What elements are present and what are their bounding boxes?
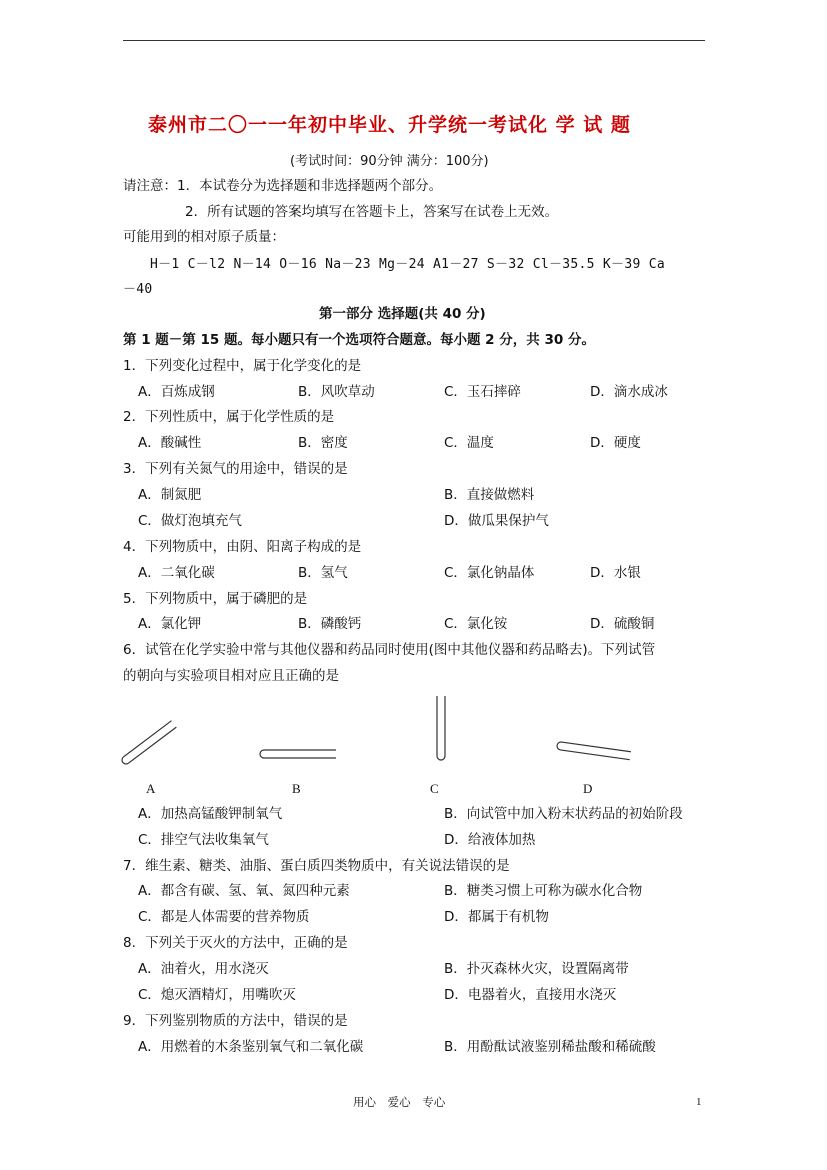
test-tube-a-figure	[120, 718, 180, 766]
option-d: D．滴水成冰	[590, 384, 668, 400]
figure-label-a: A	[146, 781, 156, 796]
atomic-mass-title: 可能用到的相对原子质量：	[123, 229, 285, 245]
option-c: C．玉石摔碎	[444, 384, 521, 400]
option-c: C．氯化铵	[444, 616, 508, 632]
option-c: C．排空气法收集氧气	[138, 832, 269, 848]
question-stem: 1．下列变化过程中，属于化学变化的是	[123, 358, 362, 374]
option-a: A．氯化钾	[138, 616, 202, 632]
header-rule	[123, 40, 705, 41]
figure-label-d: D	[583, 781, 593, 796]
option-b: B．用酚酞试液鉴别稀盐酸和稀硫酸	[444, 1039, 656, 1055]
atomic-mass-values-cont: －40	[123, 282, 153, 297]
option-c: C．温度	[444, 435, 494, 451]
option-c: C．都是人体需要的营养物质	[138, 909, 310, 925]
option-d: D．都属于有机物	[444, 909, 549, 925]
option-d: D．电器着火，直接用水浇灭	[444, 987, 617, 1003]
figure-label-c: C	[430, 781, 439, 796]
note-line-1: 请注意：1．本试卷分为选择题和非选择题两个部分。	[123, 178, 443, 194]
test-tube-c-figure	[432, 692, 452, 764]
question-stem: 4．下列物质中，由阴、阳离子构成的是	[123, 539, 362, 555]
option-a: A．油着火，用水浇灭	[138, 961, 269, 977]
option-a: A．二氧化碳	[138, 565, 215, 581]
question-stem: 7．维生素、糖类、油脂、蛋白质四类物质中，有关说法错误的是	[123, 858, 510, 874]
option-a: A．酸碱性	[138, 435, 202, 451]
option-a: A．百炼成钢	[138, 384, 215, 400]
section-instruction: 第 1 题－第 15 题。每小题只有一个选项符合题意。每小题 2 分，共 30 分。	[123, 332, 595, 348]
option-c: C．氯化钠晶体	[444, 565, 535, 581]
test-tube-d-figure	[556, 738, 636, 766]
option-a: A．制氮肥	[138, 487, 202, 503]
question-stem: 6．试管在化学实验中常与其他仪器和药品同时使用(图中其他仪器和药品略去)。下列试管	[123, 642, 656, 658]
option-d: D．给液体加热	[444, 832, 536, 848]
option-b: B．风吹草动	[298, 384, 375, 400]
page-footer: 用心 爱心 专心	[353, 1095, 446, 1109]
page-number: 1	[696, 1096, 702, 1108]
option-b: B．磷酸钙	[298, 616, 362, 632]
test-tube-b-figure	[260, 746, 340, 764]
option-d: D．做瓜果保护气	[444, 513, 549, 529]
figure-label-b: B	[292, 781, 301, 796]
option-a: A．加热高锰酸钾制氧气	[138, 806, 283, 822]
section-title: 第一部分 选择题(共 40 分)	[319, 306, 486, 322]
exam-subtitle: (考试时间：90分钟 满分：100分)	[290, 154, 489, 169]
question-stem: 9．下列鉴别物质的方法中，错误的是	[123, 1013, 348, 1029]
option-a: A．都含有碳、氢、氧、氮四种元素	[138, 883, 350, 899]
atomic-mass-values: H－1 C－l2 N－14 O－16 Na－23 Mg－24 A1－27 S－32 Cl－35.5 K－39 Ca	[150, 257, 665, 272]
option-d: D．硫酸铜	[590, 616, 655, 632]
option-a: A．用燃着的木条鉴别氧气和二氧化碳	[138, 1039, 364, 1055]
note-line-2: 2．所有试题的答案均填写在答题卡上，答案写在试卷上无效。	[185, 204, 559, 220]
option-c: C．做灯泡填充气	[138, 513, 242, 529]
question-stem: 3．下列有关氮气的用途中，错误的是	[123, 461, 348, 477]
question-stem: 5．下列物质中，属于磷肥的是	[123, 591, 308, 607]
option-b: B．向试管中加入粉末状药品的初始阶段	[444, 806, 683, 822]
question-stem: 8．下列关于灭火的方法中，正确的是	[123, 935, 348, 951]
exam-title: 泰州市二〇一一年初中毕业、升学统一考试化 学 试 题	[148, 114, 631, 136]
option-b: B．扑灭森林火灾，设置隔离带	[444, 961, 629, 977]
option-d: D．水银	[590, 565, 641, 581]
option-b: B．氢气	[298, 565, 348, 581]
option-b: B．糖类习惯上可称为碳水化合物	[444, 883, 643, 899]
option-d: D．硬度	[590, 435, 641, 451]
option-b: B．直接做燃料	[444, 487, 535, 503]
option-b: B．密度	[298, 435, 348, 451]
option-c: C．熄灭酒精灯，用嘴吹灭	[138, 987, 296, 1003]
question-stem: 2．下列性质中，属于化学性质的是	[123, 409, 335, 425]
question-stem-cont: 的朝向与实验项目相对应且正确的是	[123, 668, 339, 684]
